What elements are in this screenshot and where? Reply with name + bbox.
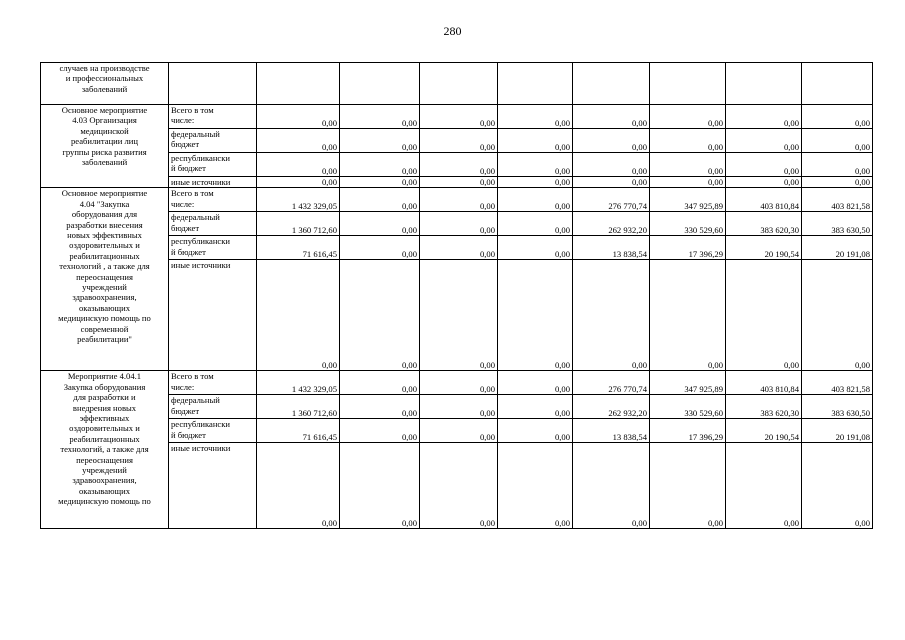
amount-cell (573, 63, 650, 105)
funding-source-cell (169, 371, 257, 395)
funding-source-cell (169, 419, 257, 443)
funding-source-line: федеральный (171, 212, 220, 223)
table-row (41, 371, 873, 395)
amount-cell: 0,00 (802, 129, 873, 153)
activity-name-line: здравоохранения, (72, 475, 137, 486)
activity-name-line: реабилитации лиц (71, 136, 138, 147)
funding-source-cell (169, 443, 257, 529)
activity-name-line: современной (80, 323, 129, 334)
amount-cell: 0,00 (498, 419, 573, 443)
amount-cell: 0,00 (257, 443, 340, 529)
amount-cell: 0,00 (420, 443, 498, 529)
funding-source-cell (169, 177, 257, 188)
amount-cell: 0,00 (420, 371, 498, 395)
activity-name-line: технологий , а также для (59, 261, 150, 272)
funding-source-cell (169, 153, 257, 177)
amount-cell: 0,00 (573, 443, 650, 529)
amount-cell: 0,00 (498, 260, 573, 371)
amount-cell: 0,00 (498, 129, 573, 153)
amount-cell: 262 932,20 (573, 395, 650, 419)
amount-cell: 0,00 (498, 212, 573, 236)
amount-cell: 383 630,50 (802, 395, 873, 419)
amount-cell: 0,00 (420, 177, 498, 188)
funding-source-line: й бюджет (171, 246, 206, 257)
amount-cell: 0,00 (340, 260, 420, 371)
activity-name-line: медицинской (80, 125, 129, 136)
amount-cell: 383 630,50 (802, 212, 873, 236)
funding-source-line: федеральный (171, 129, 220, 139)
amount-cell: 20 190,54 (726, 419, 802, 443)
amount-cell: 0,00 (802, 105, 873, 129)
amount-cell (802, 63, 873, 105)
budget-table (40, 62, 873, 529)
activity-name-line: реабилитационных (69, 250, 140, 261)
amount-cell: 0,00 (257, 129, 340, 153)
amount-cell: 0,00 (420, 260, 498, 371)
amount-cell: 0,00 (802, 260, 873, 371)
funding-source-line: Всего в том (171, 188, 214, 199)
activity-name-line: Основное мероприятие (61, 105, 148, 115)
amount-cell: 276 770,74 (573, 371, 650, 395)
amount-cell: 0,00 (573, 105, 650, 129)
amount-cell (498, 63, 573, 105)
funding-source-cell (169, 63, 257, 105)
activity-name-cell (41, 63, 169, 105)
activity-name-line: и профессиональных (65, 73, 144, 84)
amount-cell: 0,00 (340, 188, 420, 212)
amount-cell: 0,00 (340, 395, 420, 419)
funding-source-cell (169, 212, 257, 236)
amount-cell: 0,00 (498, 395, 573, 419)
activity-name-line: 4.03 Организация (72, 115, 137, 126)
funding-source-line: республикански (171, 236, 231, 247)
amount-cell: 330 529,60 (650, 395, 726, 419)
activity-name-line: внедрения новых (72, 402, 137, 413)
activity-name-line: случаев на производстве (59, 63, 150, 73)
activity-name-line: оказывающих (78, 485, 131, 496)
activity-name-cell (41, 188, 169, 371)
amount-cell (650, 63, 726, 105)
amount-cell: 0,00 (257, 153, 340, 177)
activity-name-line: оздоровительных и (69, 423, 140, 434)
amount-cell: 0,00 (420, 129, 498, 153)
activity-name-line: заболеваний (81, 157, 128, 168)
amount-cell: 403 821,58 (802, 188, 873, 212)
activity-name-line: эффективных (79, 413, 130, 424)
amount-cell: 0,00 (257, 105, 340, 129)
amount-cell: 0,00 (726, 177, 802, 188)
amount-cell: 0,00 (340, 236, 420, 260)
amount-cell: 0,00 (498, 153, 573, 177)
amount-cell: 262 932,20 (573, 212, 650, 236)
amount-cell: 0,00 (420, 153, 498, 177)
amount-cell: 1 360 712,60 (257, 395, 340, 419)
funding-source-line: бюджет (171, 222, 200, 233)
amount-cell: 403 821,58 (802, 371, 873, 395)
amount-cell: 0,00 (340, 371, 420, 395)
table-row (41, 63, 873, 105)
amount-cell: 276 770,74 (573, 188, 650, 212)
amount-cell: 383 620,30 (726, 212, 802, 236)
funding-source-line: федеральный (171, 395, 220, 406)
activity-name-line: медицинскую помощь по (58, 313, 151, 324)
amount-cell: 0,00 (573, 177, 650, 188)
amount-cell: 0,00 (340, 443, 420, 529)
activity-name-line: оказывающих (78, 302, 131, 313)
activity-name-line: оздоровительных и (69, 240, 140, 251)
amount-cell: 0,00 (498, 236, 573, 260)
amount-cell: 13 838,54 (573, 236, 650, 260)
activity-name-line: технологий, а также для (60, 444, 149, 455)
amount-cell: 0,00 (498, 188, 573, 212)
amount-cell: 17 396,29 (650, 236, 726, 260)
funding-source-line: Всего в том (171, 105, 214, 115)
funding-source-line: бюджет (171, 139, 200, 150)
activity-name-line: реабилитации" (77, 334, 132, 345)
amount-cell: 0,00 (650, 177, 726, 188)
amount-cell: 71 616,45 (257, 236, 340, 260)
funding-source-line: иные источники (171, 177, 231, 187)
activity-name-line: оборудования для (71, 209, 138, 220)
amount-cell (257, 63, 340, 105)
amount-cell: 347 925,89 (650, 371, 726, 395)
amount-cell: 13 838,54 (573, 419, 650, 443)
activity-name-line: 4.04 "Закупка (79, 198, 130, 209)
amount-cell: 0,00 (340, 177, 420, 188)
activity-name-line: группы риска развития (62, 146, 147, 157)
amount-cell: 0,00 (650, 443, 726, 529)
funding-source-line: иные источники (171, 260, 231, 271)
amount-cell: 330 529,60 (650, 212, 726, 236)
funding-source-cell (169, 129, 257, 153)
activity-name-line: здравоохранения, (72, 292, 137, 303)
amount-cell: 0,00 (340, 212, 420, 236)
activity-name-cell (41, 371, 169, 529)
amount-cell (420, 63, 498, 105)
funding-source-line: числе: (171, 198, 195, 209)
amount-cell: 0,00 (726, 153, 802, 177)
funding-source-cell (169, 236, 257, 260)
activity-name-line: заболеваний (81, 83, 128, 94)
funding-source-cell (169, 188, 257, 212)
funding-source-line: иные источники (171, 443, 231, 454)
amount-cell: 0,00 (802, 177, 873, 188)
table-row (41, 188, 873, 212)
amount-cell: 0,00 (340, 105, 420, 129)
activity-name-line: Мероприятие 4.04.1 (67, 371, 142, 382)
amount-cell: 0,00 (420, 105, 498, 129)
activity-name-line: новых эффективных (67, 230, 142, 241)
amount-cell: 0,00 (340, 153, 420, 177)
amount-cell: 1 432 329,05 (257, 371, 340, 395)
activity-name-line: переоснащения (76, 271, 133, 282)
amount-cell (340, 63, 420, 105)
activity-name-line: для разработки и (73, 392, 136, 403)
amount-cell: 0,00 (420, 188, 498, 212)
amount-cell: 20 190,54 (726, 236, 802, 260)
amount-cell: 0,00 (498, 177, 573, 188)
amount-cell: 0,00 (498, 443, 573, 529)
activity-name-cell (41, 105, 169, 188)
amount-cell: 20 191,08 (802, 419, 873, 443)
amount-cell: 0,00 (573, 129, 650, 153)
amount-cell: 403 810,84 (726, 188, 802, 212)
activity-name-line: Закупка оборудования (63, 381, 146, 392)
amount-cell: 0,00 (650, 153, 726, 177)
funding-source-line: бюджет (171, 405, 200, 416)
amount-cell: 0,00 (726, 105, 802, 129)
amount-cell: 0,00 (802, 153, 873, 177)
amount-cell: 0,00 (420, 212, 498, 236)
funding-source-cell (169, 260, 257, 371)
funding-source-line: числе: (171, 115, 195, 126)
funding-source-line: республикански (171, 153, 231, 163)
funding-source-line: Всего в том (171, 371, 214, 382)
amount-cell: 0,00 (340, 419, 420, 443)
activity-name-line: учреждений (82, 465, 127, 476)
amount-cell: 0,00 (498, 371, 573, 395)
funding-source-line: числе: (171, 381, 195, 392)
amount-cell: 0,00 (257, 260, 340, 371)
amount-cell: 0,00 (498, 105, 573, 129)
amount-cell: 17 396,29 (650, 419, 726, 443)
amount-cell: 0,00 (420, 419, 498, 443)
amount-cell: 0,00 (573, 260, 650, 371)
amount-cell: 0,00 (420, 395, 498, 419)
amount-cell: 0,00 (726, 443, 802, 529)
amount-cell: 0,00 (573, 153, 650, 177)
table-row (41, 105, 873, 129)
activity-name-line: медицинскую помощь по (58, 496, 151, 507)
amount-cell: 1 360 712,60 (257, 212, 340, 236)
amount-cell: 0,00 (420, 236, 498, 260)
activity-name-line: Основное мероприятие (61, 188, 148, 199)
amount-cell: 0,00 (650, 129, 726, 153)
page-number: 280 (443, 24, 462, 38)
amount-cell: 383 620,30 (726, 395, 802, 419)
amount-cell: 20 191,08 (802, 236, 873, 260)
amount-cell: 0,00 (257, 177, 340, 188)
funding-source-cell (169, 395, 257, 419)
amount-cell: 0,00 (650, 260, 726, 371)
funding-source-line: й бюджет (171, 163, 206, 174)
activity-name-line: учреждений (82, 282, 127, 293)
amount-cell: 0,00 (726, 260, 802, 371)
funding-source-line: республикански (171, 419, 231, 430)
funding-source-line: й бюджет (171, 429, 206, 440)
amount-cell: 0,00 (650, 105, 726, 129)
amount-cell: 0,00 (340, 129, 420, 153)
funding-source-cell (169, 105, 257, 129)
amount-cell: 71 616,45 (257, 419, 340, 443)
activity-name-line: разработки внесения (66, 219, 143, 230)
amount-cell: 403 810,84 (726, 371, 802, 395)
amount-cell: 0,00 (726, 129, 802, 153)
amount-cell: 1 432 329,05 (257, 188, 340, 212)
amount-cell (726, 63, 802, 105)
activity-name-line: реабилитационных (69, 433, 140, 444)
amount-cell: 347 925,89 (650, 188, 726, 212)
amount-cell: 0,00 (802, 443, 873, 529)
activity-name-line: переоснащения (76, 454, 133, 465)
